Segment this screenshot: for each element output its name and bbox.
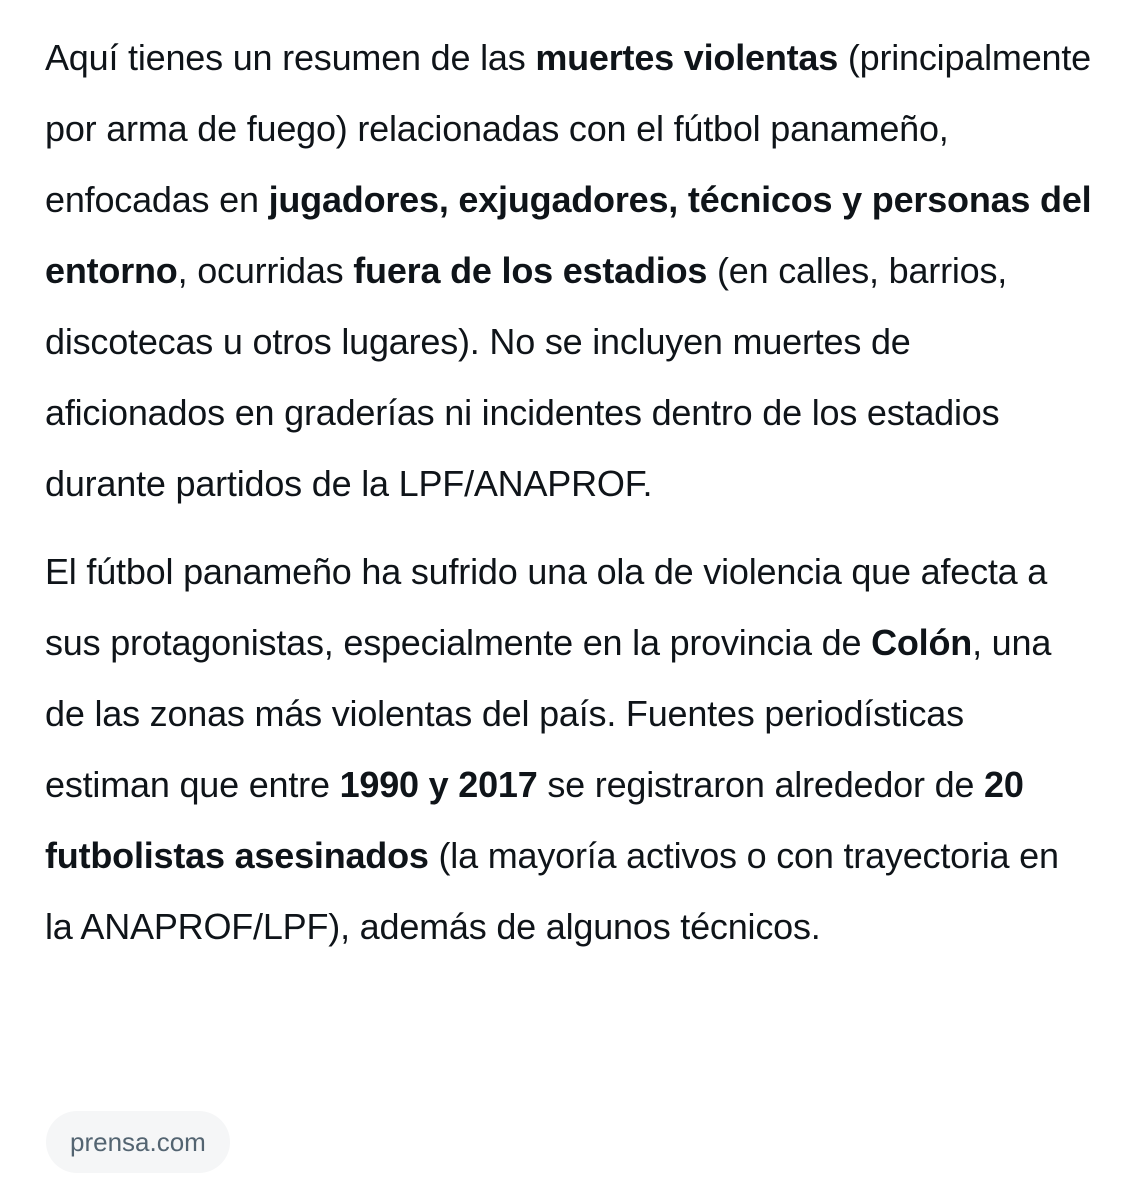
text-segment: se registraron alrededor de xyxy=(537,764,985,805)
paragraph-summary xyxy=(45,22,1095,519)
bold-segment: 20 futbolistas asesinados xyxy=(45,764,1024,876)
bold-segment: 1990 y 2017 xyxy=(339,764,538,805)
text-segment: , una de las zonas más violentas del país. Fuentes periodísticas estiman que entre xyxy=(45,622,1052,805)
source-chip-prensa[interactable]: prensa.com xyxy=(46,1111,230,1173)
bold-segment: fuera de los estadios xyxy=(353,250,708,291)
text-segment: , ocurridas xyxy=(177,250,354,291)
text-segment: Aquí tienes un resumen de las xyxy=(45,37,536,78)
text-segment: (la mayoría activos o con trayectoria en la ANAPROF/LPF), además de algunos técnicos. xyxy=(45,835,1059,947)
bold-segment: muertes violentas xyxy=(535,37,839,78)
paragraph-context xyxy=(45,536,1095,962)
response-body xyxy=(45,22,1095,962)
bold-segment: Colón xyxy=(871,622,973,663)
bold-segment: jugadores, exjugadores, técnicos y personas del entorno xyxy=(45,179,1092,291)
text-segment: (principalmente por arma de fuego) relacionadas con el fútbol panameño, enfocadas en xyxy=(45,37,1091,220)
text-segment: (en calles, barrios, discotecas u otros lugares). No se incluyen muertes de aficionados en graderías ni incidentes dentro de los estadios durante partidos de la LPF/ANAPROF. xyxy=(45,250,1008,504)
text-segment: El fútbol panameño ha sufrido una ola de violencia que afecta a sus protagonistas, especialmente en la provincia de xyxy=(45,551,1048,663)
